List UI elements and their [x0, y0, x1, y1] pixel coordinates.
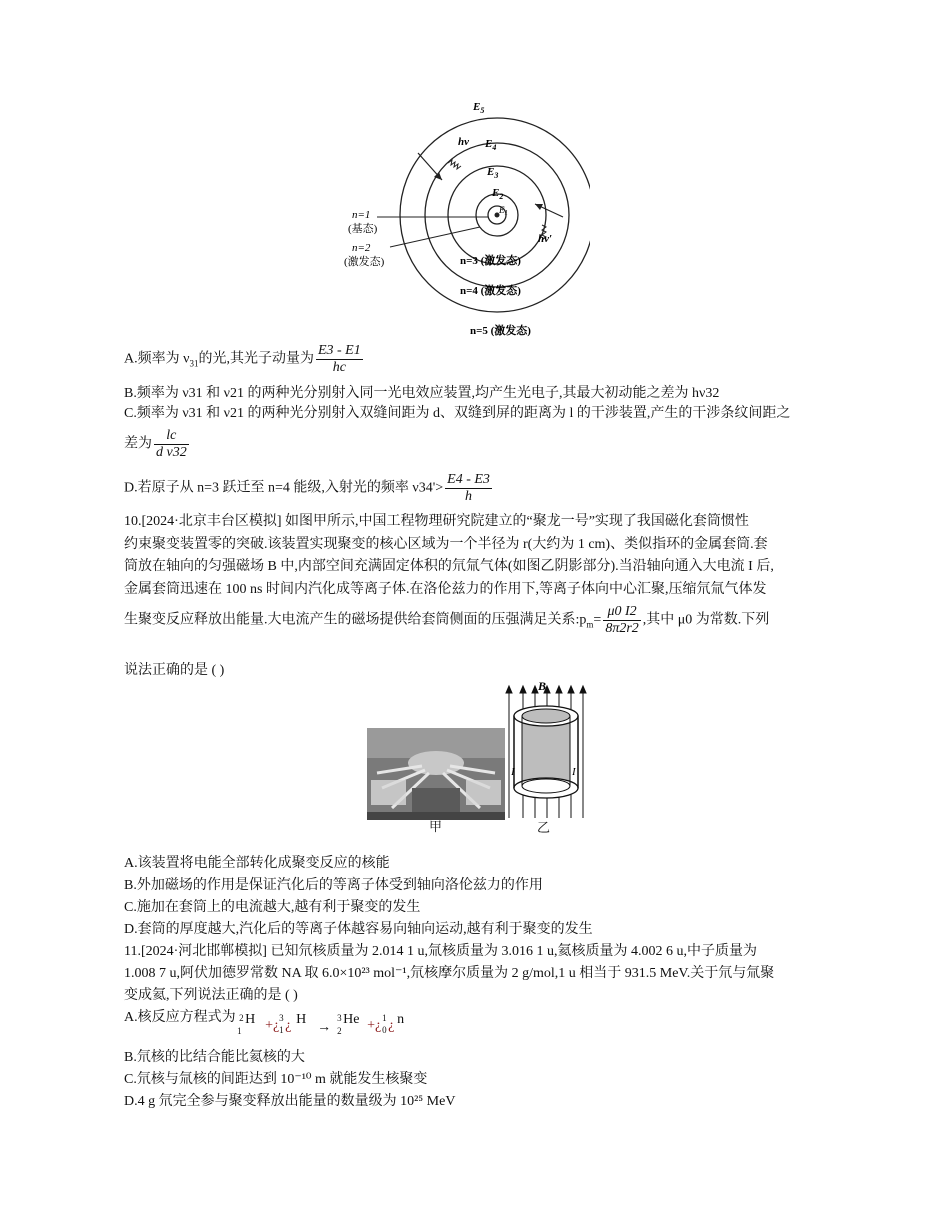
q10-l5-post: ,其中 μ0 为常数.下列: [642, 612, 770, 628]
q9-d-den: h: [465, 489, 473, 504]
eq-arrow: →: [317, 1020, 332, 1035]
q9-c-num: lc: [154, 428, 189, 445]
label-I-right: I: [572, 766, 576, 778]
eq-h2-charge: 1: [237, 1026, 242, 1036]
q10-line4: 金属套筒迅速在 100 ns 时间内汽化成等离子体.在洛伦兹力的作用下,等离子体向中心汇聚,压缩氘氚气体发: [124, 582, 767, 597]
q9-option-d: [124, 472, 494, 505]
q10-pressure-fraction: [603, 604, 640, 637]
label-n4: n=4 (激发态): [460, 285, 521, 297]
q9-c-fraction: [154, 428, 189, 461]
q10-option-a: A.该装置将电能全部转化成聚变反应的核能: [124, 856, 390, 871]
eq-h3: H: [296, 1012, 307, 1027]
q9-option-c-line2: [124, 428, 191, 461]
label-E2: $E_2$: [492, 187, 504, 201]
cylinder-diagram: [505, 678, 587, 820]
q10-option-d: D.套筒的厚度越大,汽化后的等离子体越容易向轴向运动,越有利于聚变的发生: [124, 922, 593, 937]
q9-a-sub: 31: [189, 358, 199, 369]
eq-n: n: [397, 1012, 405, 1027]
label-E4: $E_4$: [485, 138, 497, 152]
q11-option-c: C.氘核与氚核的间距达到 10⁻¹⁰ m 就能发生核聚变: [124, 1072, 428, 1087]
q9-a-fraction: [316, 343, 363, 376]
label-n3: n=3 (激发态): [460, 255, 521, 267]
q9-a-pre: A.频率为 ν: [124, 351, 190, 367]
q11-line1: 11.[2024·河北邯郸模拟] 已知氘核质量为 2.014 1 u,氚核质量为 3.016 1 u,氦核质量为 4.002 6 u,中子质量为: [124, 944, 757, 959]
q10-l5-den: 8π2r2: [605, 621, 639, 636]
q11-line3: 变成氦,下列说法正确的是 ( ): [124, 988, 298, 1003]
label-E3: $E_3$: [487, 166, 499, 180]
label-n1: n=1: [352, 209, 371, 221]
q10-line5: [124, 604, 769, 637]
q11-option-b: B.氘核的比结合能比氦核的大: [124, 1050, 305, 1065]
label-E5: $E_5$: [473, 101, 485, 115]
bohr-model-figure: [330, 95, 590, 345]
q9-a-den: hc: [332, 360, 346, 375]
eq-he-mass: 3: [337, 1013, 342, 1023]
q9-c-den: d ν32: [156, 445, 187, 460]
q9-d-fraction: [445, 472, 492, 505]
q10-option-b: B.外加磁场的作用是保证汽化后的等离子体受到轴向洛伦兹力的作用: [124, 878, 543, 893]
q10-line6: 说法正确的是 ( ): [124, 663, 225, 678]
q9-option-c-line1: C.频率为 ν31 和 ν21 的两种光分别射入双缝间距为 d、双缝到屏的距离为 l 的干涉装置,产生的干涉条纹间距之: [124, 406, 791, 421]
eq-h2-mass: 2: [239, 1013, 244, 1023]
fig-label-jia: 甲: [429, 819, 443, 834]
julong-photo: [367, 728, 505, 820]
q10-l5-pre: 生聚变反应释放出能量.大电流产生的磁场提供给套筒侧面的压强满足关系:p: [124, 612, 587, 628]
label-B: B: [538, 679, 547, 693]
q9-d-pre: D.若原子从 n=3 跃迁至 n=4 能级,入射光的频率 ν34'>: [124, 480, 444, 496]
eq-n-sym: ¿: [388, 1018, 395, 1033]
label-I-left: I: [511, 766, 515, 778]
eq-h2: H: [245, 1012, 256, 1027]
label-E1: $E_1$: [499, 205, 508, 217]
q10-line1: 10.[2024·北京丰台区模拟] 如图甲所示,中国工程物理研究院建立的“聚龙一号”实现了我国磁化套筒惯性: [124, 514, 749, 529]
eq-he-charge: 2: [337, 1026, 342, 1036]
eq-plus-2: +¿: [367, 1018, 382, 1033]
q9-c-pre: 差为: [124, 436, 152, 452]
q11-option-d: D.4 g 氘完全参与聚变释放出能量的数量级为 10²⁵ MeV: [124, 1094, 456, 1109]
eq-n-mass: 1: [382, 1013, 387, 1023]
q10-option-c: C.施加在套筒上的电流越大,越有利于聚变的发生: [124, 900, 421, 915]
eq-n-charge: 0: [382, 1025, 387, 1035]
label-hv: hν: [458, 136, 469, 148]
label-hv-prime: hν′: [538, 233, 553, 245]
q11-line2: 1.008 7 u,阿伏加德罗常数 NA 取 6.0×10²³ mol⁻¹,氘核摩尔质量为 2 g/mol,1 u 相当于 931.5 MeV.关于氘与氚聚: [124, 966, 775, 981]
q9-option-a: [124, 343, 365, 376]
q11-a-pre: A.核反应方程式为: [124, 1010, 236, 1025]
q9-a-num: E3 - E1: [317, 343, 361, 358]
label-n5: n=5 (激发态): [470, 325, 531, 337]
q11-option-a: [124, 1008, 479, 1038]
eq-plus-1: +¿: [265, 1018, 280, 1033]
q10-l5-num: μ0 I2: [603, 604, 640, 621]
q10-l5-sub: m: [586, 619, 594, 630]
fig-label-yi: 乙: [537, 820, 551, 835]
eq-h3-charge: 1: [279, 1025, 284, 1035]
q11-reaction-equation: [239, 1008, 479, 1038]
q10-line3: 筒放在轴向的匀强磁场 B 中,内部空间充满固定体积的氘氚气体(如图乙阴影部分).当沿轴向通入大电流 I 后,: [124, 559, 774, 574]
label-n2-state: (激发态): [344, 256, 385, 268]
eq-h3-mass: 3: [279, 1013, 284, 1023]
label-n1-state: (基态): [348, 223, 378, 235]
eq-h3-sym: ¿: [285, 1018, 292, 1033]
label-n2: n=2: [352, 242, 371, 254]
q9-d-num: E4 - E3: [447, 472, 490, 487]
q9-option-b: B.频率为 ν31 和 ν21 的两种光分别射入同一光电效应装置,均产生光电子,其最大初动能之差为 hν32: [124, 386, 720, 401]
q10-l5-eq: =: [593, 612, 602, 628]
q10-line2: 约束聚变装置零的突破.该装置实现聚变的核心区域为一个半径为 r(大约为 1 cm)、类似指环的金属套筒.套: [124, 537, 768, 552]
q9-a-mid: 的光,其光子动量为: [198, 351, 314, 367]
eq-he: He: [343, 1012, 360, 1027]
